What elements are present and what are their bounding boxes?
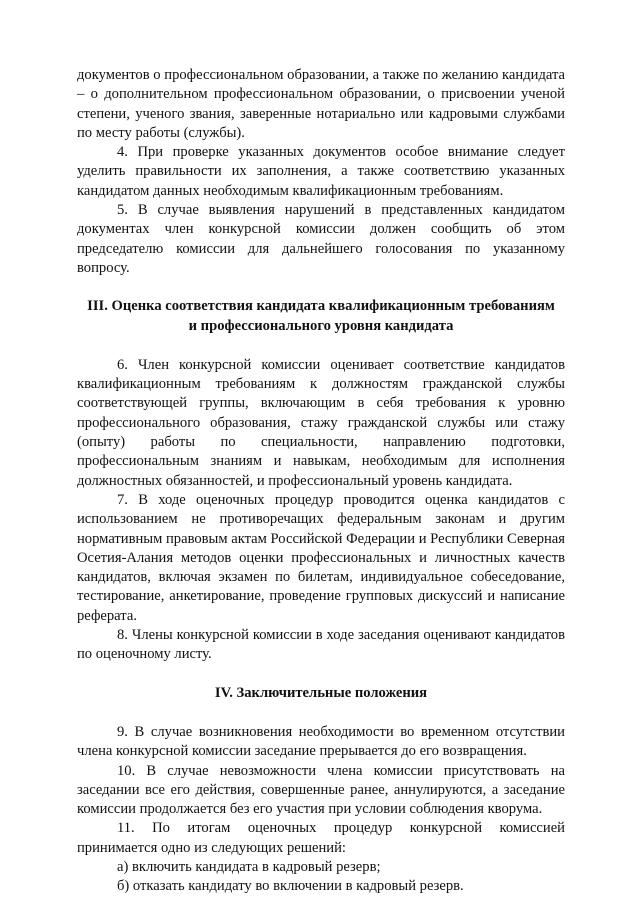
paragraph-intro: документов о профессиональном образовании, а также по желанию кандидата – о дополнительном профессиональном образовании, о присвоении ученой степени, ученого звания, заверенные нотариально или кадровыми службами по месту работы (службы). xyxy=(77,67,565,141)
section-3-heading-line-1: III. Оценка соответствия кандидата квалификационным требованиям xyxy=(87,298,555,315)
option-a: а) включить кандидата в кадровый резерв; xyxy=(117,858,381,875)
document-page xyxy=(77,66,565,897)
section-4-heading: IV. Заключительные положения xyxy=(214,684,428,701)
paragraph-10: 10. В случае невозможности члена комиссии присутствовать на заседании все его действия, совершенные ранее, аннулируются, а заседание комиссии продолжается без его участия при условии соблюдения кворума. xyxy=(77,762,565,818)
paragraph-9: 9. В случае возникновения необходимости во временном отсутствии члена конкурсной комиссии заседание прерывается до его возвращения. xyxy=(77,723,565,760)
section-3-heading xyxy=(77,297,565,336)
paragraph-8: 8. Члены конкурсной комиссии в ходе заседания оценивают кандидатов по оценочному листу. xyxy=(77,627,565,663)
paragraph-11: 11. По итогам оценочных процедур конкурсной комиссией принимается одно из следующих решений: xyxy=(77,820,565,856)
paragraph-5: 5. В случае выявления нарушений в представленных кандидатом документах член конкурсной комиссии должен сообщить об этом председателю комиссии для дальнейшего голосования по указанному вопросу. xyxy=(77,202,565,276)
paragraph-7: 7. В ходе оценочных процедур проводится оценка кандидатов с использованием не противоречащих федеральным законам и другим нормативным правовым актам Российской Федерации и Республики Северная Осетия-Алания методов оценки профессиональных и личностных качеств кандидатов, включая экзамен по билетам, индивидуальное собеседование, тестирование, анкетирование, проведение групповых дискуссий и написание реферата. xyxy=(77,491,565,624)
section-3-heading-line-2: и профессионального уровня кандидата xyxy=(188,317,454,334)
paragraph-4: 4. При проверке указанных документов особое внимание следует уделить правильности их заполнения, а также соответствию указанных кандидатом данных необходимым квалификационным требованиям. xyxy=(77,144,565,199)
option-b: б) отказать кандидату во включении в кадровый резерв. xyxy=(117,878,464,895)
paragraph-6: 6. Член конкурсной комиссии оценивает соответствие кандидатов квалификационным требованиям к должностям гражданской службы соответствующей группы, включающим в себя требования к уровню профессионального образования, стажу гражданской службы или стажу (опыту) работы по специальности, направлению подготовки, профессиональным знаниям и навыкам, необходимым для исполнения должностных обязанностей, и профессиональный уровень кандидата. xyxy=(77,356,565,489)
